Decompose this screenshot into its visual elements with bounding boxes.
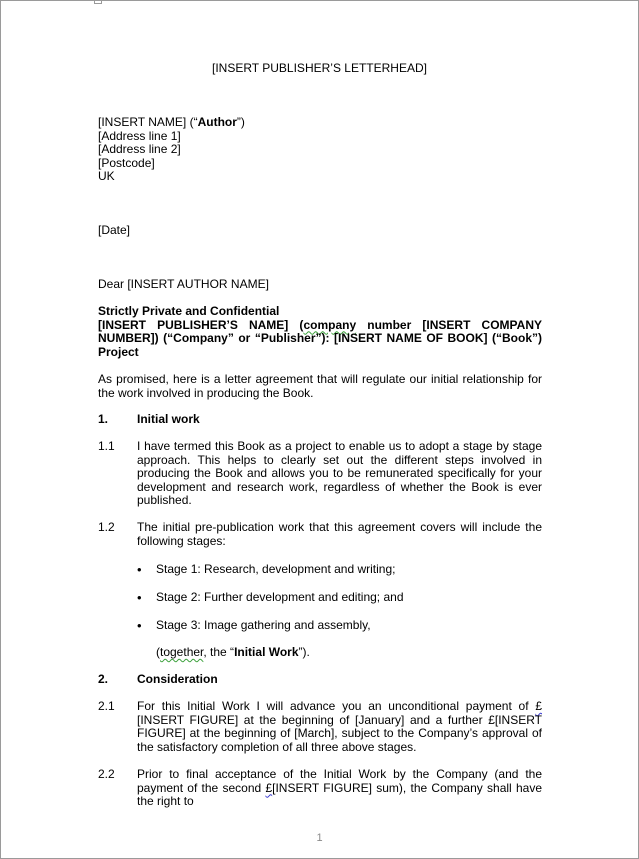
subject-heading <box>98 305 542 359</box>
letter-date: [Date] <box>98 223 131 237</box>
bullet-stage-1: • Stage 1: Research, development and writing; <box>137 562 396 577</box>
address-country: UK <box>98 169 115 183</box>
bullet-stage-3: • Stage 3: Image gathering and assembly, <box>137 618 371 633</box>
bullet-icon: • <box>137 618 142 633</box>
address-line-2: [Address line 2] <box>98 142 181 156</box>
spellcheck-company: company <box>303 317 357 332</box>
initial-work-definition: (together, the “Initial Work”). <box>156 645 310 659</box>
grammar-mark: £[ <box>137 699 542 727</box>
bullet-stage-2: • Stage 2: Further development and editing; and <box>137 590 404 605</box>
address-postcode: [Postcode] <box>98 155 155 170</box>
clause-2-2: 2.2 Prior to final acceptance of the Initial Work by the Company (and the payment of the second £[INSERT FIGURE] sum), the Company shall have the right to <box>98 767 542 808</box>
subject-confidential: Strictly Private and Confidential <box>98 304 280 318</box>
recipient-name: [INSERT NAME] (“Author”) <box>98 115 245 129</box>
bullet-icon: • <box>137 562 142 577</box>
section-2-heading: 2. Consideration <box>98 672 218 686</box>
address-line-1: [Address line 1] <box>98 128 181 143</box>
subject-parties: [INSERT PUBLISHER’S NAME] (company number [INSERT COMPANY NUMBER]) (“Company” or “Publisher”): [INSERT NAME OF BOOK] (“Book”) Project <box>98 317 542 359</box>
recipient-address <box>98 116 245 184</box>
page-number: 1 <box>316 832 323 844</box>
letterhead-placeholder: [INSERT PUBLISHER’S LETTERHEAD] <box>212 61 427 75</box>
clause-2-1: 2.1 For this Initial Work I will advance you an unconditional payment of £[INSERT FIGURE] at the beginning of [January] and a further £[INSERT FIGURE] at the beginning of [March], subject to the Company’s approval of the satisfactory completion of all three above stages. <box>98 699 542 754</box>
section-1-heading: 1. Initial work <box>98 412 200 426</box>
margin-corner-mark <box>94 0 102 4</box>
spellcheck-together: together <box>160 645 204 659</box>
clause-1-1: 1.1 I have termed this Book as a project to enable us to adopt a stage by stage approach. This helps to clearly set out the different steps involved in producing the Book and allows you to be remunerated specifically for your development and research work, regardless of whether the Book is ever published. <box>98 439 542 507</box>
clause-1-2: 1.2 The initial pre-publication work that this agreement covers will include the following stages: <box>98 520 542 548</box>
grammar-mark: £ <box>265 780 273 795</box>
intro-paragraph: As promised, here is a letter agreement that will regulate our initial relationship for the work involved in producing the Book. <box>98 372 542 400</box>
bullet-icon: • <box>137 590 142 605</box>
salutation: Dear [INSERT AUTHOR NAME] <box>98 277 269 291</box>
